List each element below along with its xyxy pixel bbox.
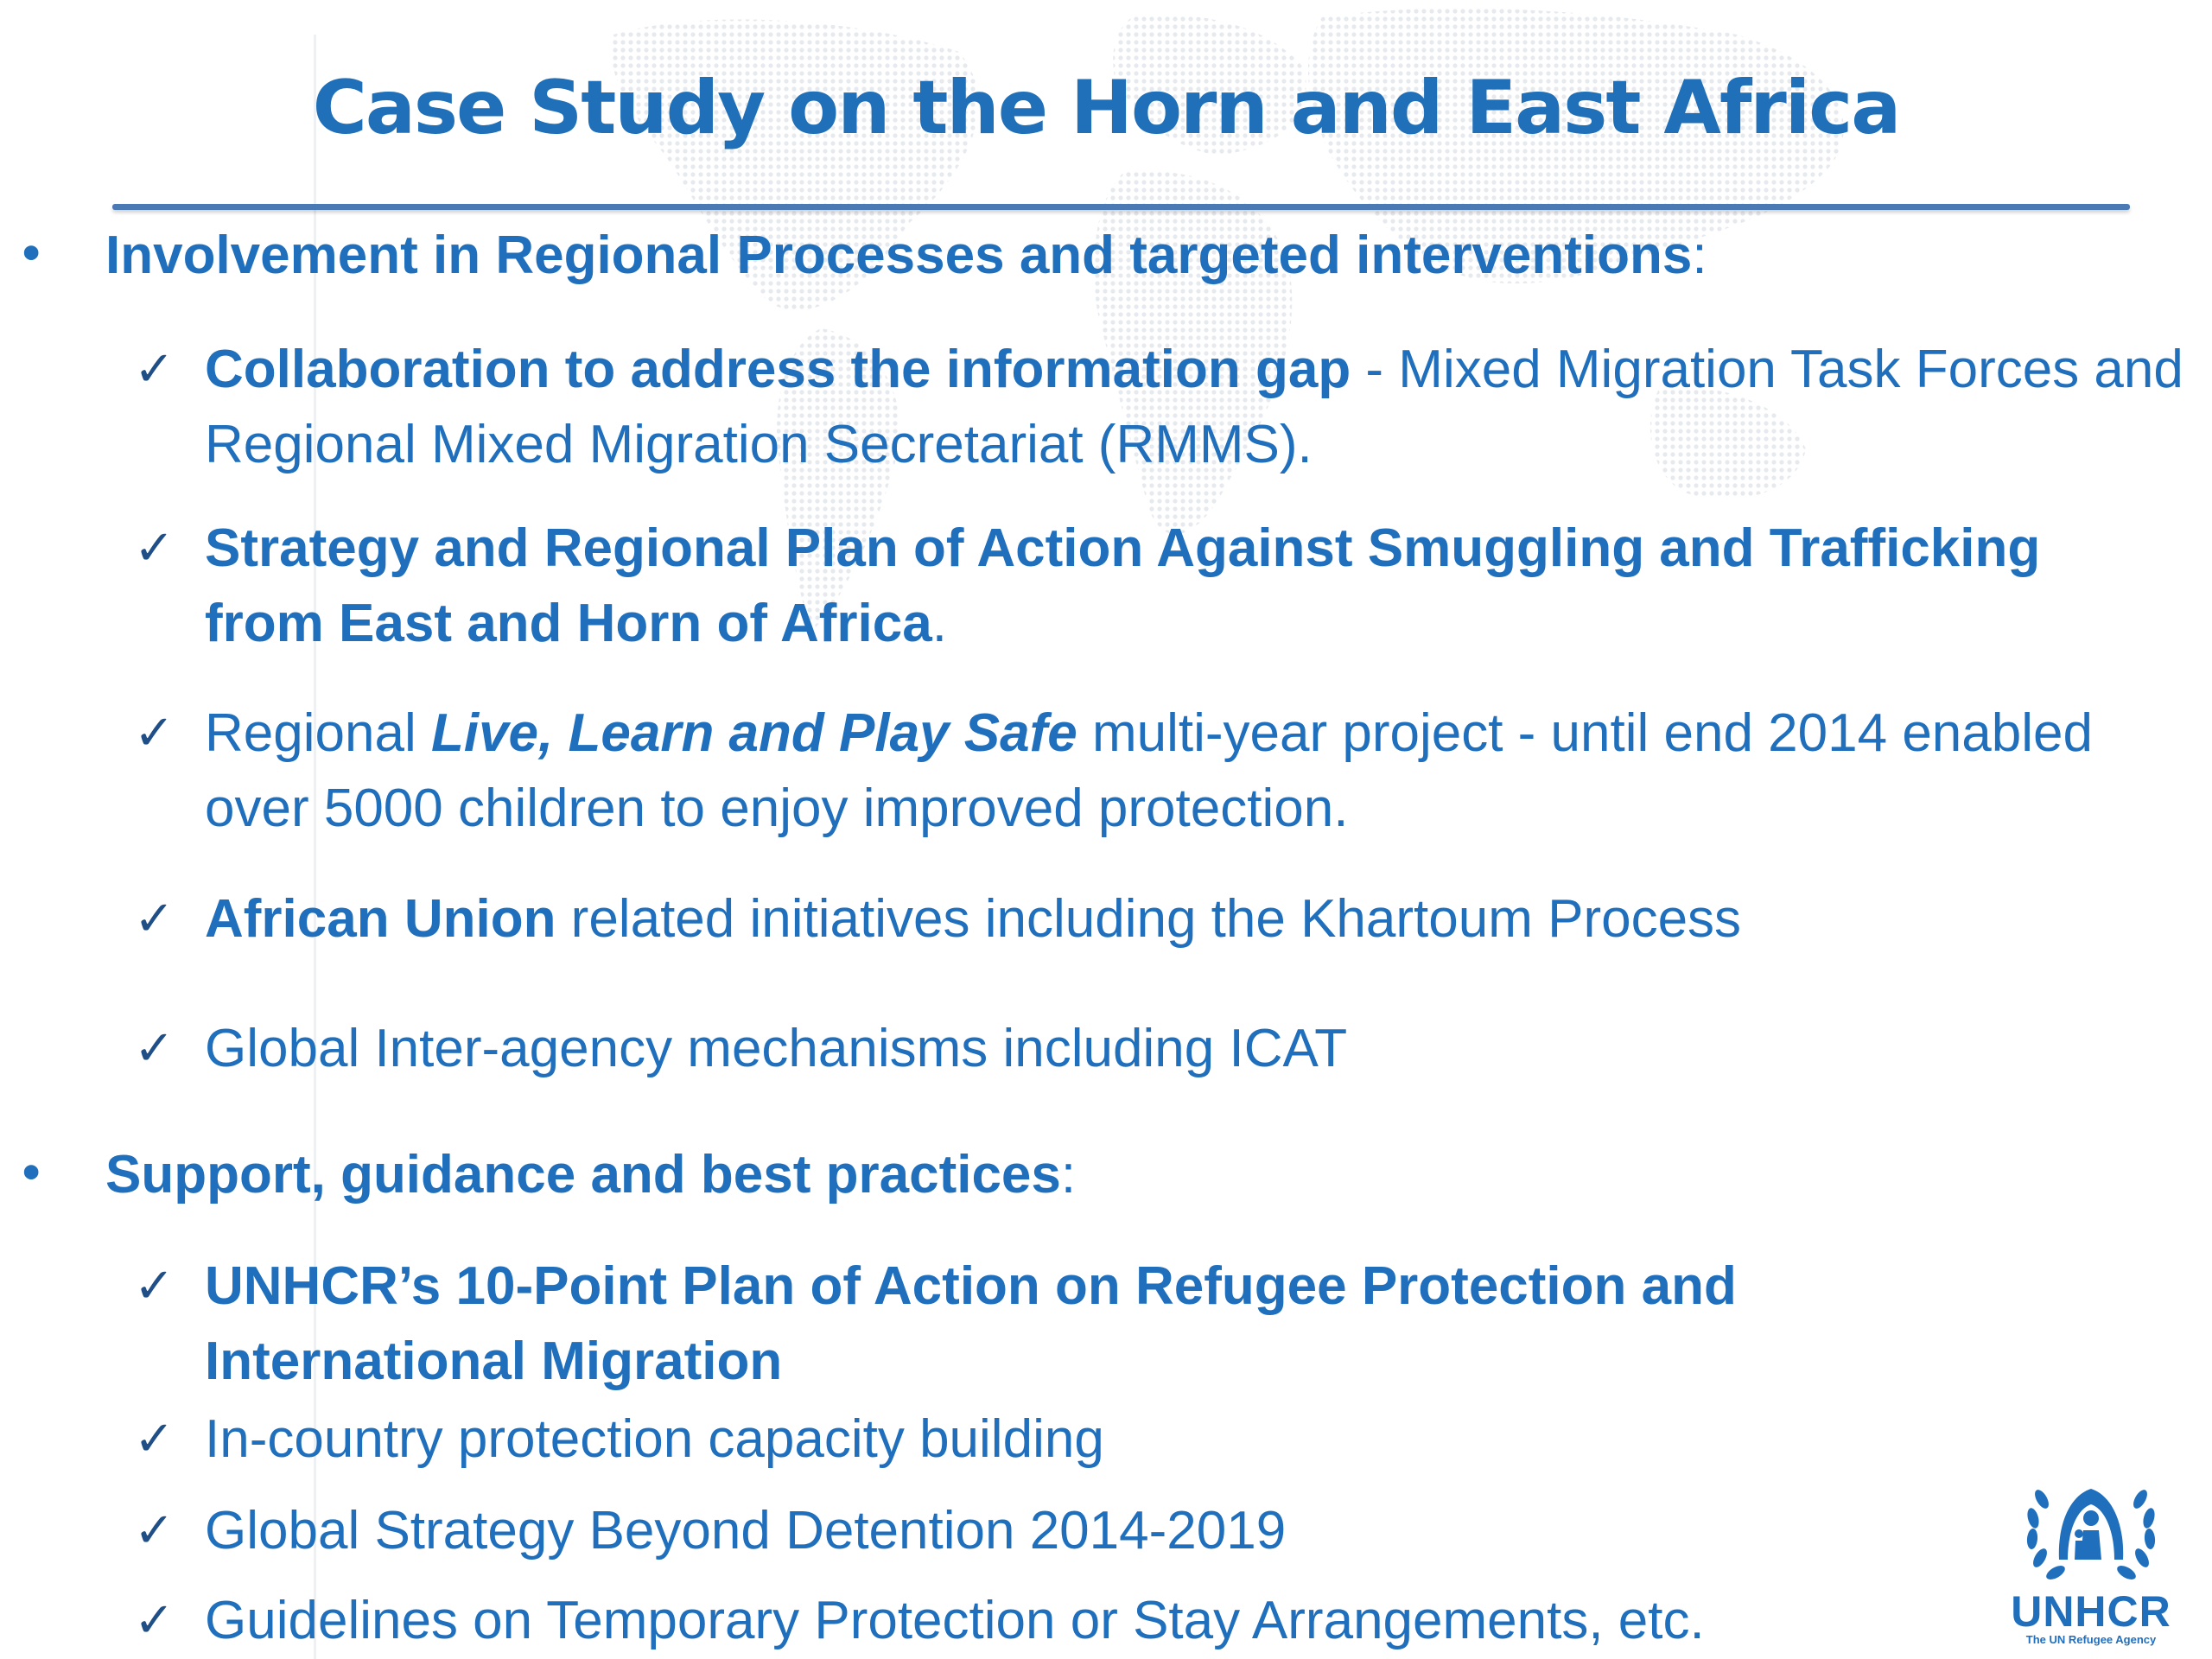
title-divider xyxy=(112,204,2130,210)
item-bold-text: African Union xyxy=(205,889,556,949)
item-text: related initiatives including the Khartoum Process xyxy=(556,889,1742,949)
item-pre-text: Regional xyxy=(205,703,431,763)
checkmark-icon: ✓ xyxy=(134,520,175,576)
section-heading-text: Support, guidance and best practices xyxy=(105,1145,1061,1205)
item-bold-text: UNHCR’s 10-Point Plan of Action on Refugee Protection and International Migration xyxy=(205,1256,1737,1391)
logo-wordmark: UNHCR xyxy=(2011,1587,2171,1636)
bullet-icon: • xyxy=(22,225,41,281)
item-text: Global Inter-agency mechanisms including ICAT xyxy=(205,1019,1348,1078)
checkmark-icon: ✓ xyxy=(134,1020,175,1077)
slide-title: Case Study on the Horn and East Africa xyxy=(312,65,1900,151)
checkmark-icon: ✓ xyxy=(134,1503,175,1559)
item-text: Global Strategy Beyond Detention 2014-2019 xyxy=(205,1501,1287,1560)
checkmark-icon: ✓ xyxy=(134,891,175,947)
item-bold-text: Strategy and Regional Plan of Action Against Smuggling and Trafficking from East and Horn of Africa xyxy=(205,518,2041,653)
bullet-icon: • xyxy=(22,1144,41,1200)
unhcr-logo xyxy=(1992,1465,2190,1650)
item-text: In-country protection capacity building xyxy=(205,1409,1104,1469)
checkmark-icon: ✓ xyxy=(134,1592,175,1649)
unhcr-emblem-icon xyxy=(1992,1465,2190,1590)
item-text: multi-year project - until end 2014 enabled over 5000 children to enjoy improved protection. xyxy=(205,703,2093,838)
item-bold-italic-text: Live, Learn and Play Safe xyxy=(430,703,1077,763)
logo-tagline: The UN Refugee Agency xyxy=(2025,1633,2157,1646)
section-heading-colon: : xyxy=(1060,1145,1077,1205)
checkmark-icon: ✓ xyxy=(134,705,175,761)
section-heading-text: Involvement in Regional Processes and targeted interventions xyxy=(105,226,1693,285)
item-text: Guidelines on Temporary Protection or Stay Arrangements, etc. xyxy=(205,1591,1705,1650)
item-text: - Mixed Migration Task Forces and Regional Mixed Migration Secretariat (RMMS). xyxy=(205,340,2183,474)
checkmark-icon: ✓ xyxy=(134,341,175,397)
checkmark-icon: ✓ xyxy=(134,1411,175,1467)
item-bold-text: Collaboration to address the information gap xyxy=(205,340,1351,399)
checkmark-icon: ✓ xyxy=(134,1258,175,1314)
section-heading-colon: : xyxy=(1692,226,1707,285)
item-text: . xyxy=(931,594,947,653)
